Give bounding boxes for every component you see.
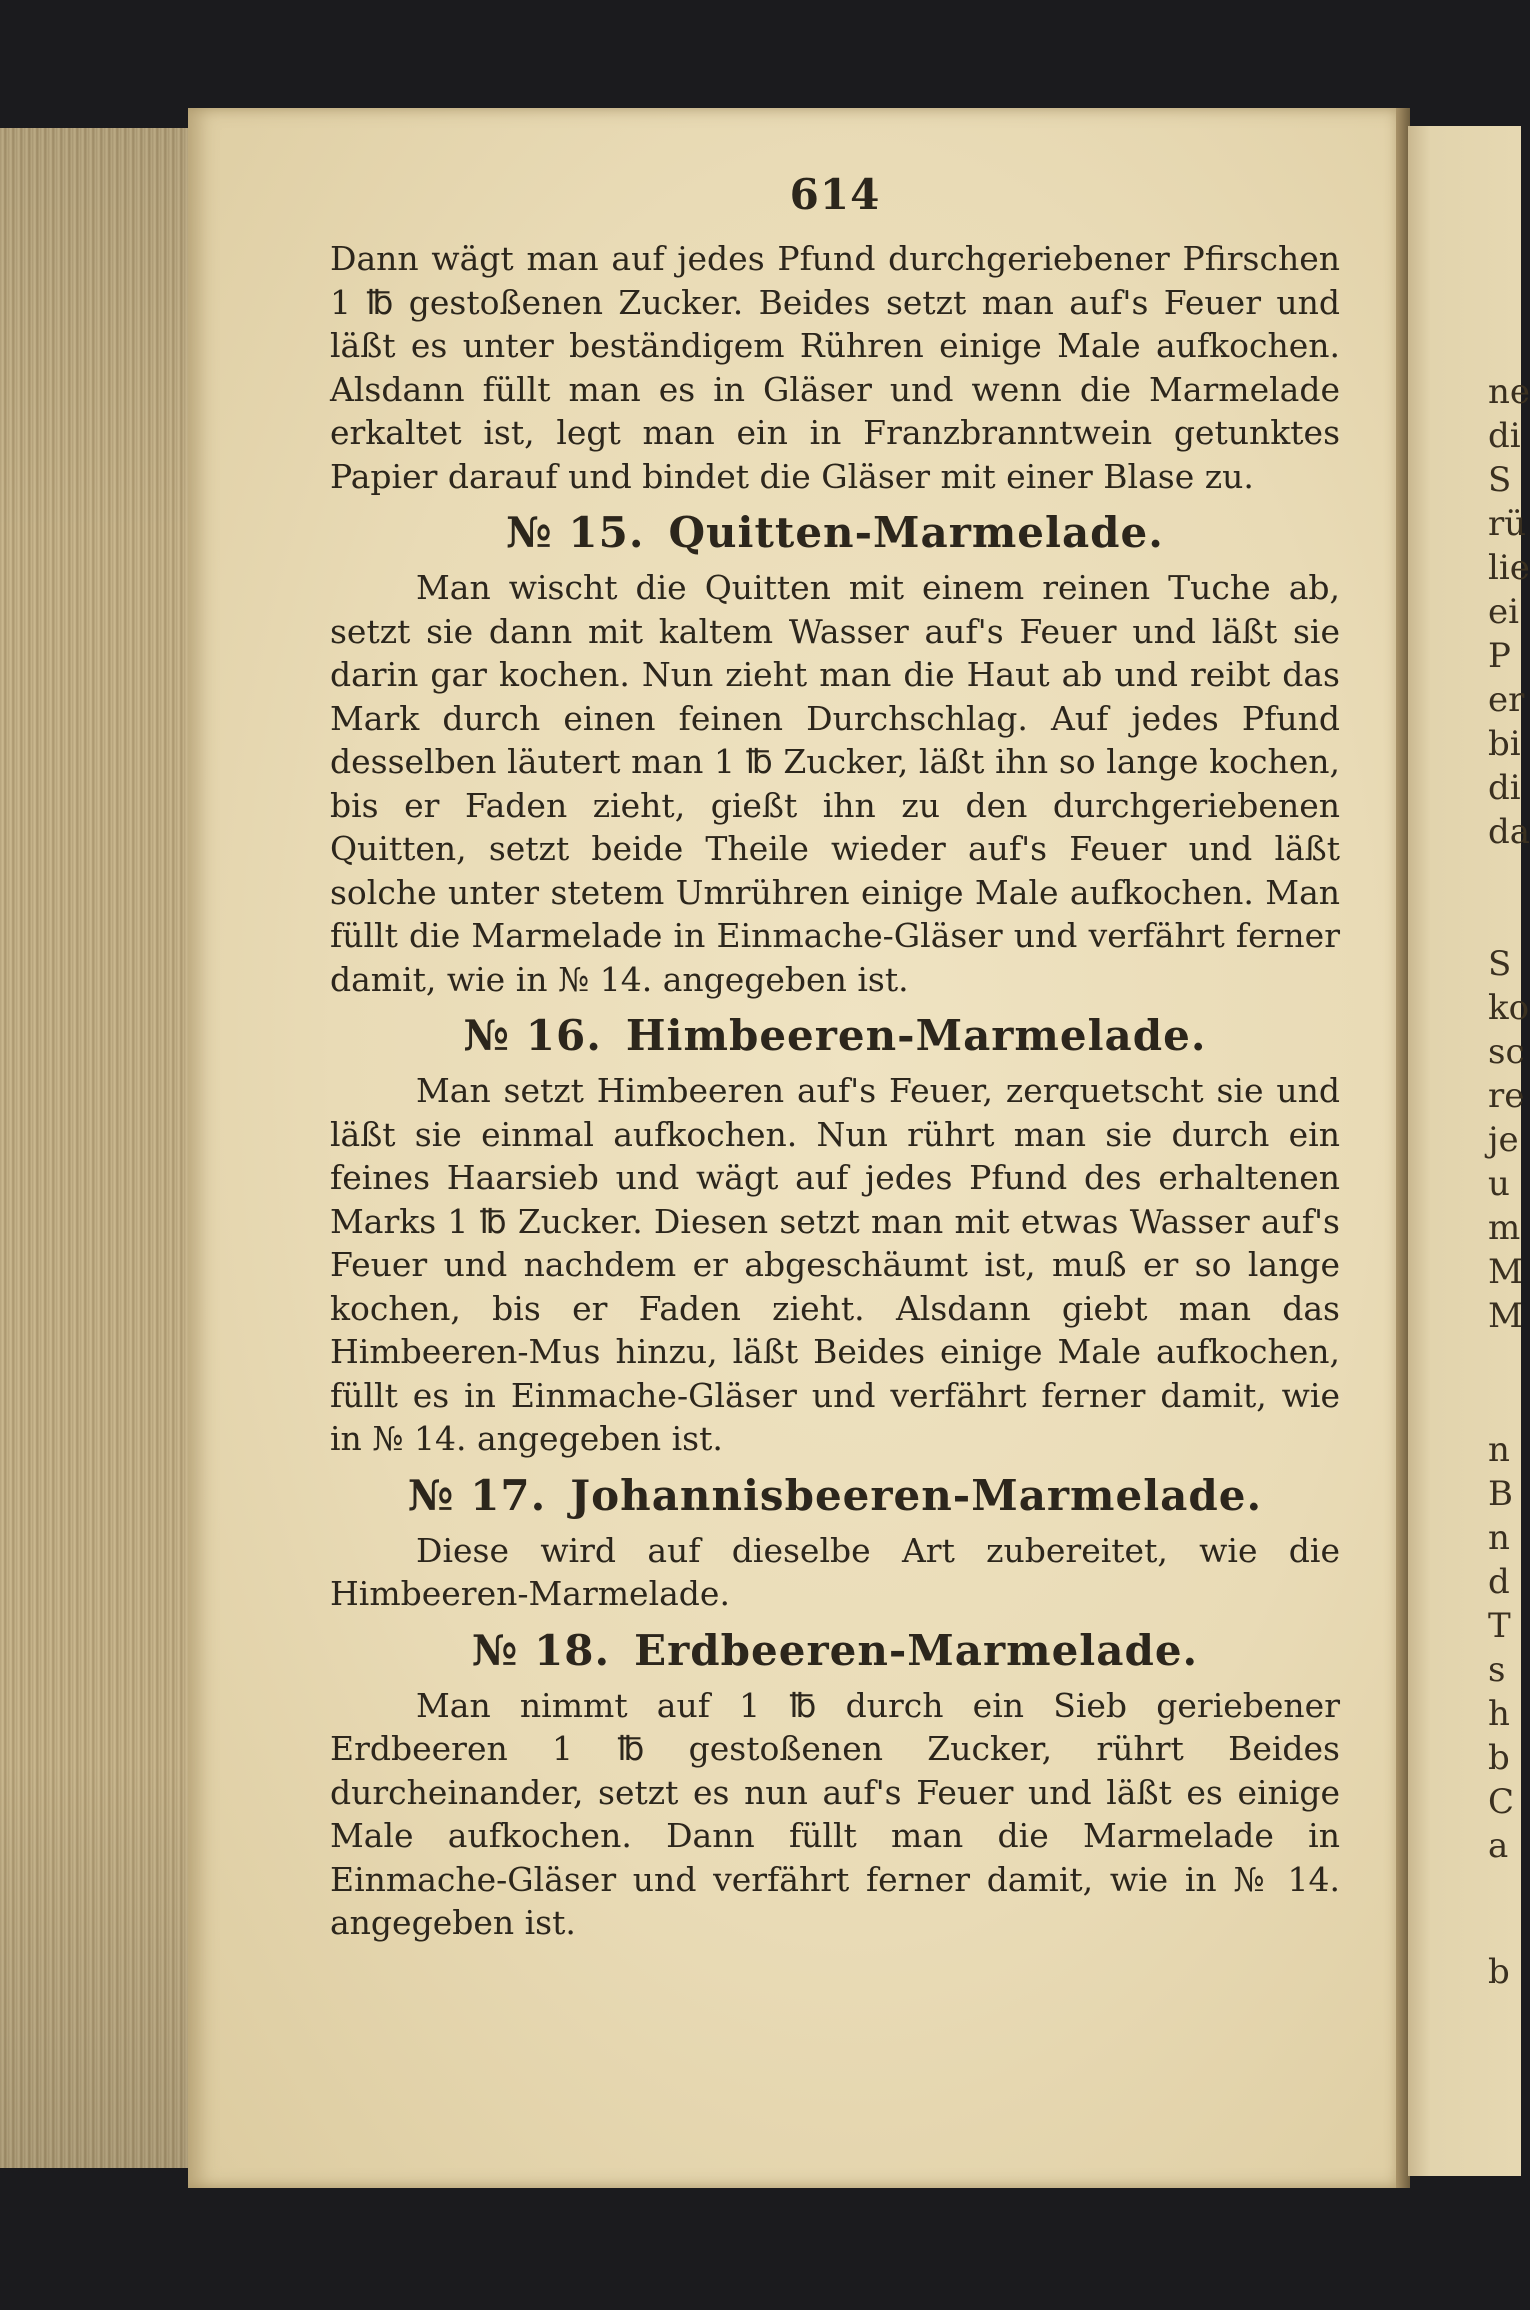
recipe-text: Man setzt Himbeeren auf's Feuer, zerquetscht sie und läßt sie einmal aufkochen. Nun rührt man sie durch ein feines Haarsieb und wägt auf jedes Pfund des erhaltenen Marks 1 ℔ Zucker. Diesen setzt man mit etwas Wasser auf's Feuer und nachdem er abgeschäumt ist, muß er so lange kochen, bis er Faden zieht. Alsdann giebt man das Himbeeren-Mus hinzu, läßt Beides einige Male aufkochen, füllt es in Einmache-Gläser und verfährt ferner damit, wie in № 14. angegeben ist. [330,1071,1340,1458]
adjacent-fragment: er [1488,680,1525,720]
recipe-number: № 16. [463,1011,602,1060]
recipe-number: № 15. [506,508,645,557]
page-number: 614 [789,170,881,219]
page-stack-edge [0,128,192,2168]
adjacent-fragment: T [1488,1606,1511,1646]
adjacent-fragment: S [1488,944,1512,984]
recipe-number: № 17. [407,1470,547,1520]
adjacent-fragment: di [1488,416,1521,456]
adjacent-fragment: S [1488,460,1512,500]
recipe-text: Diese wird auf dieselbe Art zubereitet, wie die Himbeeren-Marmelade. [330,1530,1340,1613]
adjacent-fragment: n [1488,1518,1510,1558]
recipe-text: Man wischt die Quitten mit einem reinen Tuche ab, setzt sie dann mit kaltem Wasser auf's Feuer und läßt sie darin gar kochen. Nun zieht man die Haut ab und reibt das Mark durch einen feinen Durchschlag. Auf jedes Pfund desselben läutert man 1 ℔ Zucker, läßt ihn so lange kochen, bis er Faden zieht, gießt ihn zu den durchgeriebenen Quitten, setzt beide Theile wieder auf's Feuer und läßt solche unter stetem Umrühren einige Male aufkochen. Man füllt die Marmelade in Einmache-Gläser und verfährt ferner damit, wie in № 14. angegeben ist. [330,568,1340,999]
adjacent-fragment: s [1488,1650,1506,1690]
adjacent-fragment: je [1488,1120,1519,1160]
adjacent-fragment: M [1488,1296,1523,1336]
recipe-heading [330,1011,1340,1061]
recipe-heading [330,1626,1340,1676]
adjacent-fragment: d [1488,1562,1510,1602]
adjacent-fragment: b [1488,1738,1510,1778]
page-content [330,170,1340,1945]
intro-paragraph: Dann wägt man auf jedes Pfund durchgeriebener Pfirschen 1 ℔ gestoßenen Zucker. Beides setzt man auf's Feuer und läßt es unter beständigem Rühren einige Male aufkochen. Alsdann füllt man es in Gläser und wenn die Marmelade erkaltet ist, legt man ein in Franzbranntwein getunktes Papier darauf und bindet die Gläser mit einer Blase zu. [330,239,1340,496]
recipe-number: № 18. [471,1625,611,1675]
adjacent-fragment: ne [1488,372,1530,412]
adjacent-fragment: m [1488,1208,1521,1248]
recipe-text: Man nimmt auf 1 ℔ durch ein Sieb geriebener Erdbeeren 1 ℔ gestoßenen Zucker, rührt Beides durcheinander, setzt es nun auf's Feuer und läßt es einige Male aufkochen. Dann füllt man die Marmelade in Einmache-Gläser und verfährt ferner damit, wie in № 14. angegeben ist. [330,1685,1340,1942]
adjacent-fragment: P [1488,636,1511,676]
adjacent-fragment: re [1488,1076,1525,1116]
adjacent-fragment: n [1488,1430,1510,1470]
adjacent-fragment: ko [1488,988,1530,1028]
adjacent-fragment: ei [1488,592,1519,632]
recipe-title: Erdbeeren-Marmelade. [634,1625,1199,1675]
adjacent-fragment: b [1488,1952,1510,1992]
adjacent-fragment: bi [1488,724,1521,764]
adjacent-fragment: rü [1488,504,1527,544]
recipe-title: Quitten-Marmelade. [668,508,1164,557]
adjacent-fragment: lie [1488,548,1530,588]
adjacent-fragment: B [1488,1474,1513,1514]
recipe-title: Himbeeren-Marmelade. [625,1011,1207,1060]
recipe-heading [330,1471,1340,1521]
recipe-title: Johannisbeeren-Marmelade. [570,1470,1263,1520]
recipe-heading [330,508,1340,558]
adjacent-fragment: da [1488,812,1530,852]
adjacent-fragment: h [1488,1694,1510,1734]
adjacent-fragment: M [1488,1252,1523,1292]
adjacent-fragment: u [1488,1164,1510,1204]
adjacent-fragment: di [1488,768,1521,808]
adjacent-fragment: C [1488,1782,1515,1822]
adjacent-fragment: sc [1488,1032,1525,1072]
adjacent-fragment: a [1488,1826,1509,1866]
